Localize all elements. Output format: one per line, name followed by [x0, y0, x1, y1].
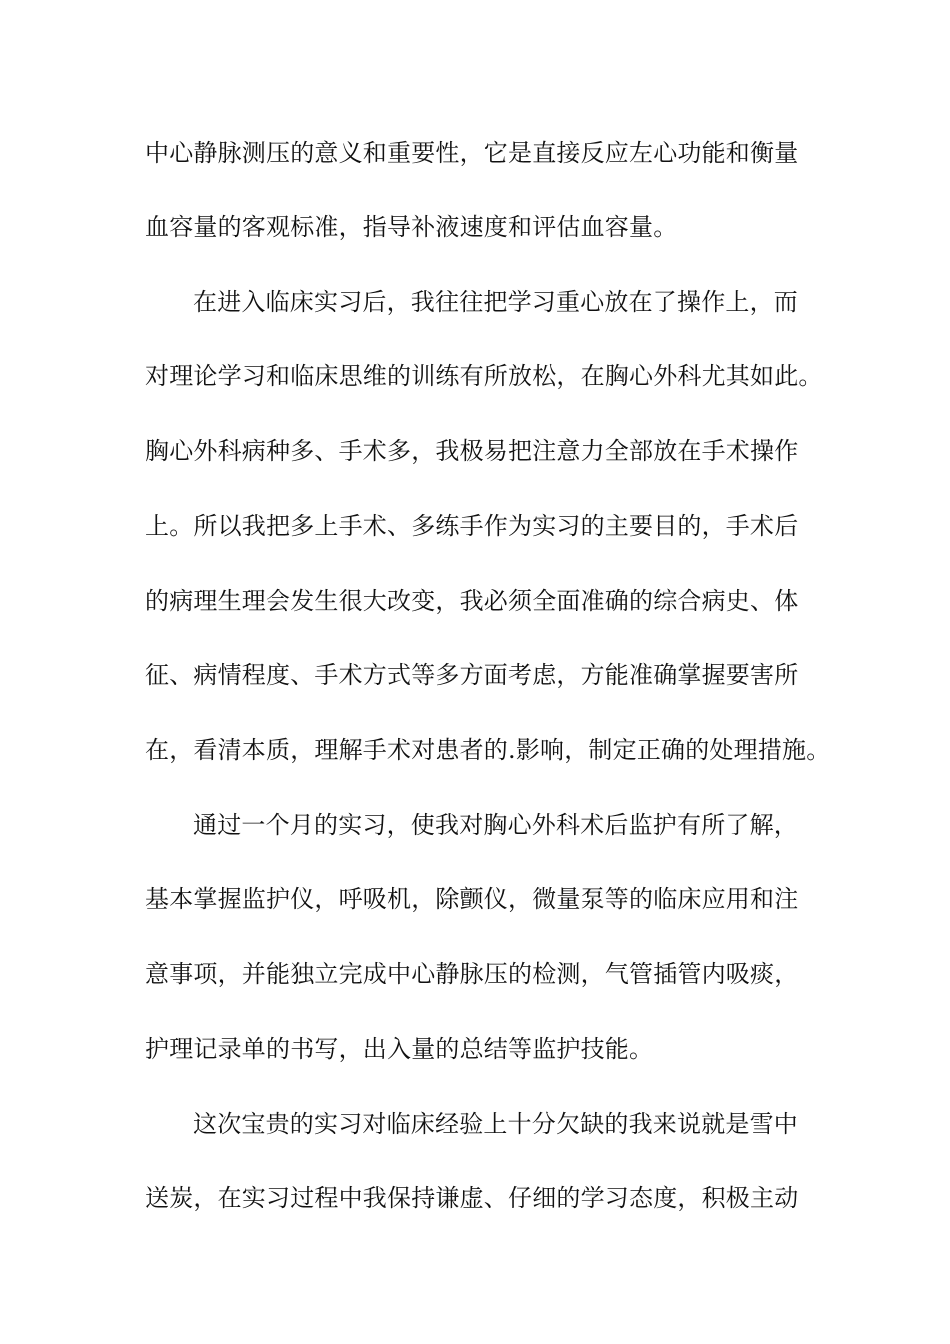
text-line: 征、病情程度、手术方式等多方面考虑，方能准确掌握要害所 [145, 661, 799, 689]
text-line: 上。所以我把多上手术、多练手作为实习的主要目的，手术后 [145, 512, 799, 540]
text-line: 基本掌握监护仪，呼吸机，除颤仪，微量泵等的临床应用和注 [145, 885, 799, 913]
text-line: 护理记录单的书写，出入量的总结等监护技能。 [145, 1035, 654, 1063]
text-line: 对理论学习和临床思维的训练有所放松，在胸心外科尤其如此。 [145, 362, 823, 390]
text-line: 血容量的客观标准，指导补液速度和评估血容量。 [145, 213, 678, 241]
text-line: 在，看清本质，理解手术对患者的.影响，制定正确的处理措施。 [145, 736, 831, 764]
paragraph-first-line: 在进入临床实习后，我往往把学习重心放在了操作上，而 [193, 288, 798, 316]
paragraph-first-line: 通过一个月的实习，使我对胸心外科术后监护有所了解， [193, 811, 798, 839]
text-line: 胸心外科病种多、手术多，我极易把注意力全部放在手术操作 [145, 437, 799, 465]
paragraph-first-line: 这次宝贵的实习对临床经验上十分欠缺的我来说就是雪中 [193, 1110, 798, 1138]
text-line: 的病理生理会发生很大改变，我必须全面准确的综合病史、体 [145, 587, 799, 615]
text-line: 中心静脉测压的意义和重要性，它是直接反应左心功能和衡量 [145, 139, 799, 167]
text-line: 送炭，在实习过程中我保持谦虚、仔细的学习态度，积极主动 [145, 1184, 799, 1212]
text-line: 意事项，并能独立完成中心静脉压的检测，气管插管内吸痰， [145, 960, 799, 988]
